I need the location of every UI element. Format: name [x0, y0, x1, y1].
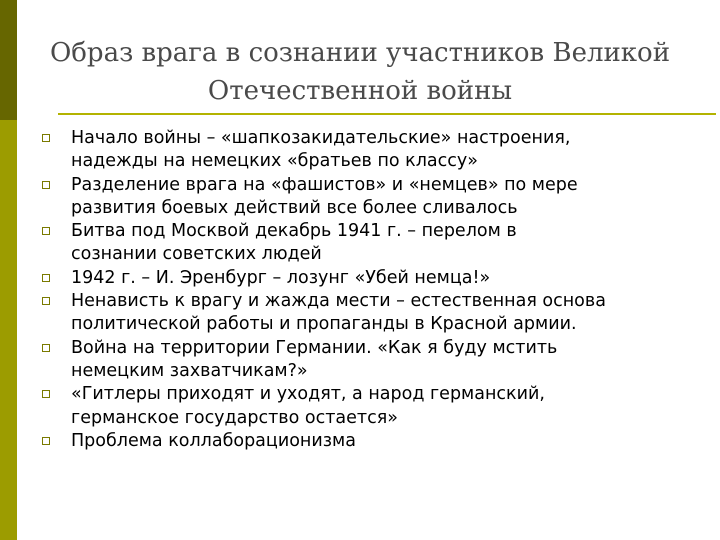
- slide-title-line-1: Образ врага в сознании участников Великой: [49, 38, 671, 68]
- bullet-text-line-2: политической работы и пропаганды в Красной армии.: [71, 314, 577, 335]
- bullet-text-line-1: Начало войны – «шапкозакидательские» настроения,: [71, 128, 571, 148]
- bullet-item: [40, 267, 710, 290]
- bullet-item: [40, 220, 710, 267]
- bullet-item: [40, 337, 710, 384]
- bullet-text-line-1: Разделение врага на «фашистов» и «немцев» по мере: [71, 174, 578, 195]
- bullet-item: [40, 290, 710, 337]
- square-outline-bullet-icon: [42, 344, 50, 352]
- square-outline-bullet-icon: [42, 227, 50, 235]
- square-outline-bullet-icon: [42, 134, 50, 142]
- bullet-item: [40, 127, 710, 174]
- bullet-item: [40, 430, 710, 453]
- bullet-text-line-2: сознании советских людей: [71, 244, 322, 265]
- slide-title-line-2: Отечественной войны: [207, 76, 513, 106]
- bullet-text-line-1: Война на территории Германии. «Как я буду мстить: [71, 337, 558, 358]
- square-outline-bullet-icon: [42, 181, 50, 189]
- left-accent-bar-dark-segment: [0, 0, 17, 120]
- bullet-item: [40, 174, 710, 221]
- bullet-text-line-2: развития боевых действий все более сливалось: [71, 197, 518, 218]
- square-outline-bullet-icon: [42, 437, 50, 445]
- square-outline-bullet-icon: [42, 274, 50, 282]
- bullet-text-line-2: немецким захватчикам?»: [71, 360, 308, 381]
- bullet-text-line-1: Битва под Москвой декабрь 1941 г. – перелом в: [71, 221, 517, 242]
- bullet-text-line-1: Ненависть к врагу и жажда мести – естественная основа: [71, 291, 606, 312]
- square-outline-bullet-icon: [42, 297, 50, 305]
- bullet-item: [40, 383, 710, 430]
- bullet-text-line-1: «Гитлеры приходят и уходят, а народ германский,: [71, 384, 545, 405]
- bullet-text-line-1: 1942 г. – И. Эренбург – лозунг «Убей немца!»: [71, 267, 491, 288]
- title-underline: [58, 113, 716, 115]
- bullet-text-line-2: германское государство остается»: [71, 407, 398, 428]
- bullet-text-line-1: Проблема коллаборационизма: [71, 430, 356, 451]
- bullet-text-line-2: надежды на немецких «братьев по классу»: [71, 151, 478, 172]
- square-outline-bullet-icon: [42, 390, 50, 398]
- bullet-list: [40, 127, 710, 453]
- slide-title: [40, 34, 680, 110]
